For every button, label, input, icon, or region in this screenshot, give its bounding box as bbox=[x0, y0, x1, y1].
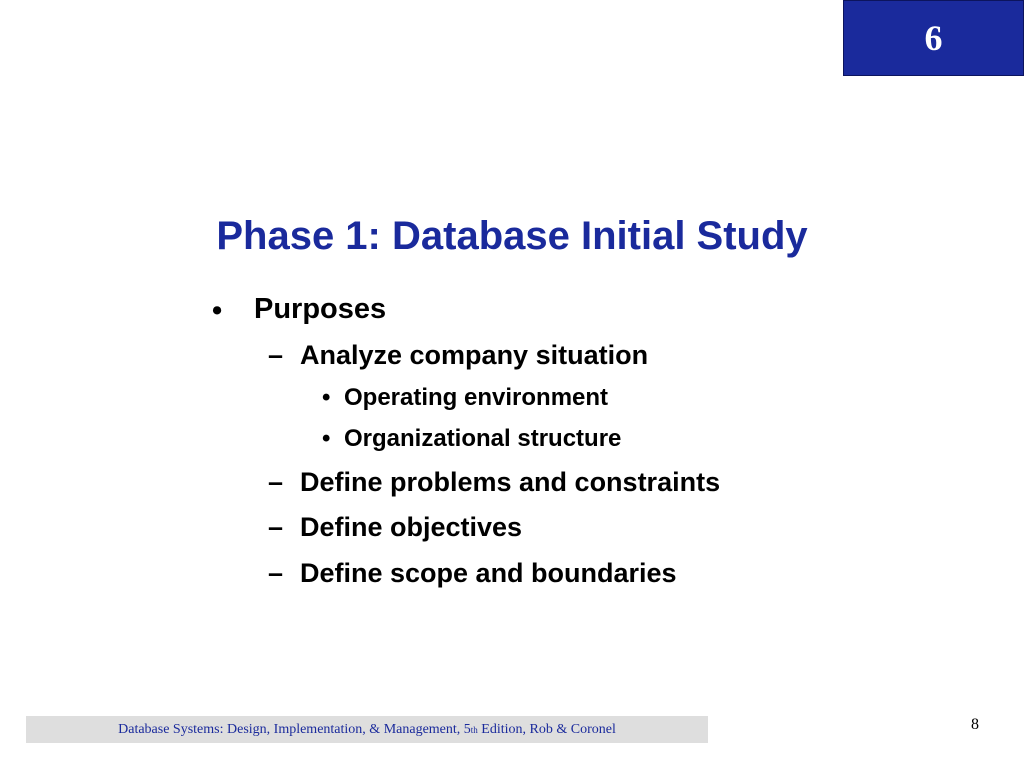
dash-marker: – bbox=[268, 467, 284, 497]
chapter-number-badge bbox=[843, 0, 1024, 76]
bullet-purposes: Purposes bbox=[254, 293, 387, 325]
dash-marker: – bbox=[268, 558, 284, 588]
bullet-define-scope: Define scope and boundaries bbox=[300, 558, 677, 588]
footer-text: Database Systems: Design, Implementation, & Management, 5 bbox=[118, 721, 471, 737]
dash-marker: – bbox=[268, 512, 284, 542]
bullet-organizational-structure: Organizational structure bbox=[344, 425, 622, 452]
bullet-marker: • bbox=[322, 425, 331, 452]
chapter-number: 6 bbox=[924, 18, 943, 58]
bullet-define-problems: Define problems and constraints bbox=[300, 467, 721, 497]
bullet-define-objectives: Define objectives bbox=[300, 512, 523, 542]
bullet-operating-environment: Operating environment bbox=[344, 384, 609, 411]
dash-marker: – bbox=[268, 340, 284, 370]
footer-citation: Database Systems: Design, Implementation, & Management, 5 th Edition, Rob & Coronel bbox=[26, 716, 708, 743]
bullet-analyze-company-situation: Analyze company situation bbox=[300, 340, 649, 370]
bullet-marker: • bbox=[212, 295, 223, 327]
page-number: 8 bbox=[971, 716, 979, 733]
bullet-marker: • bbox=[322, 384, 331, 411]
footer-text-end: Edition, Rob & Coronel bbox=[477, 721, 616, 737]
slide-title: Phase 1: Database Initial Study bbox=[216, 214, 808, 258]
